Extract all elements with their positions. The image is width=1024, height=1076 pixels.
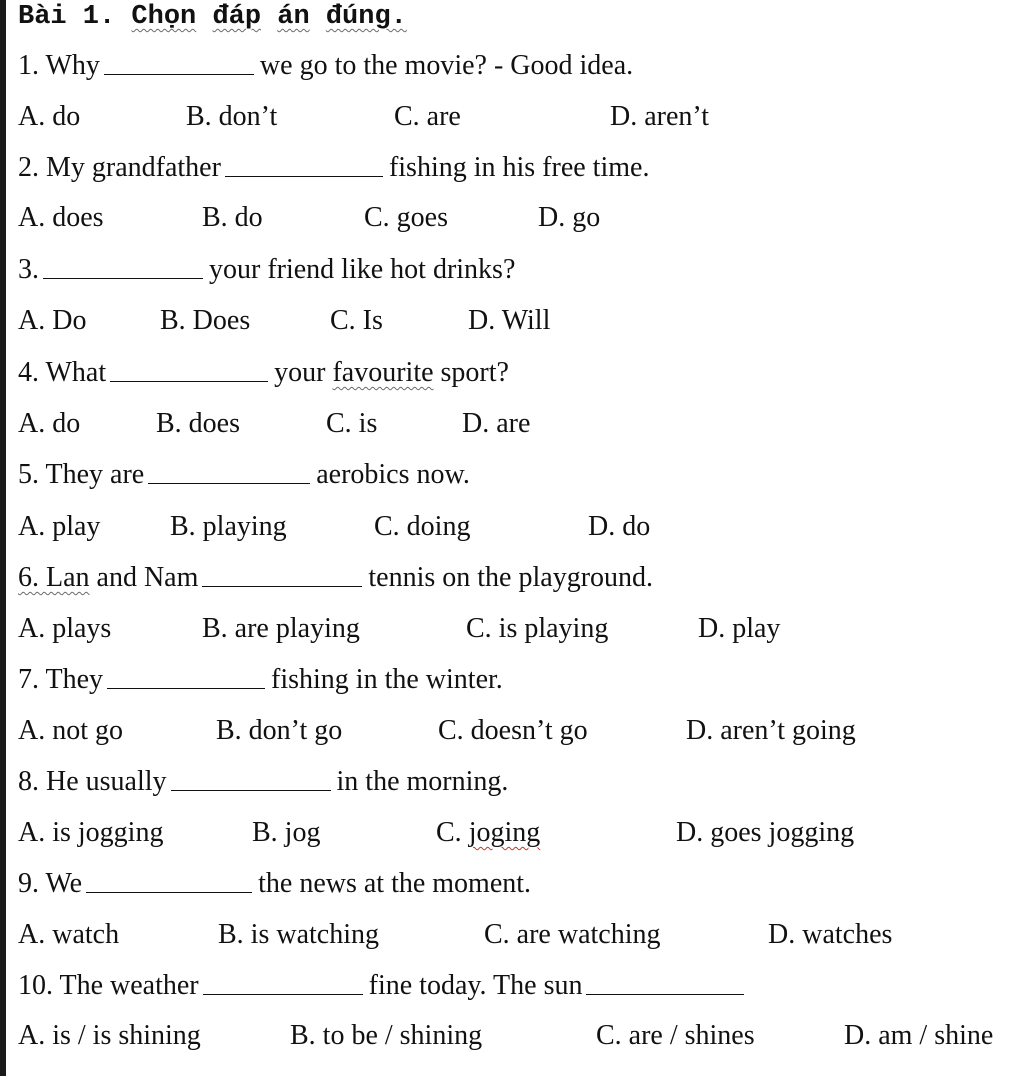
question-1-text-after: we go to the movie? - Good idea. xyxy=(259,50,634,81)
question-9 xyxy=(18,864,531,904)
left-border xyxy=(0,0,6,1076)
option-a[interactable]: A. watch xyxy=(18,919,120,950)
question-4-text-end: sport? xyxy=(440,357,509,388)
exercise-title xyxy=(18,0,407,37)
option-d[interactable]: D. Will xyxy=(468,305,551,336)
option-c[interactable]: C. doing xyxy=(374,511,471,542)
option-b[interactable]: B. don’t xyxy=(186,101,278,132)
option-c[interactable]: C. is xyxy=(326,408,378,439)
option-b[interactable]: B. don’t go xyxy=(216,715,343,746)
option-b[interactable]: B. does xyxy=(156,408,240,439)
option-c[interactable]: C. are / shines xyxy=(596,1020,755,1051)
question-2-text-before: 2. My grandfather xyxy=(18,152,221,183)
option-d[interactable]: D. goes jogging xyxy=(676,817,855,848)
question-1 xyxy=(18,46,633,86)
answer-blank[interactable] xyxy=(107,660,265,689)
option-b[interactable]: B. are playing xyxy=(202,613,360,644)
option-b[interactable]: B. playing xyxy=(170,511,287,542)
option-c[interactable]: C. are watching xyxy=(484,919,661,950)
option-c[interactable]: C. goes xyxy=(364,202,448,233)
question-5-text-after: aerobics now. xyxy=(316,459,470,490)
question-6-text-after: tennis on the playground. xyxy=(368,562,654,593)
title-dung: đúng. xyxy=(325,2,407,32)
answer-blank[interactable] xyxy=(202,558,362,587)
answer-blank[interactable] xyxy=(225,148,383,177)
question-8-text-before: 8. He usually xyxy=(18,766,167,797)
answer-blank[interactable] xyxy=(171,762,331,791)
question-9-text-after: the news at the moment. xyxy=(258,868,532,899)
option-d[interactable]: D. go xyxy=(538,202,601,233)
question-10-text-before: 10. The weather xyxy=(18,970,199,1001)
question-6-lan: 6. Lan xyxy=(18,562,90,593)
option-c-label: C. xyxy=(436,817,469,848)
option-a[interactable]: A. play xyxy=(18,511,101,542)
option-c[interactable]: C. is playing xyxy=(466,613,609,644)
question-4-text-after: your xyxy=(274,357,326,388)
option-b[interactable]: B. to be / shining xyxy=(290,1020,483,1051)
question-8-text-after: in the morning. xyxy=(336,766,509,797)
option-c[interactable] xyxy=(436,813,540,853)
question-5 xyxy=(18,455,470,495)
answer-blank[interactable] xyxy=(43,250,203,279)
option-c[interactable]: C. are xyxy=(394,101,461,132)
question-3-text-after: your friend like hot drinks? xyxy=(209,254,516,285)
option-a[interactable]: A. is / is shining xyxy=(18,1020,201,1051)
option-d[interactable]: D. do xyxy=(588,511,651,542)
answer-blank[interactable] xyxy=(86,864,252,893)
title-bai: Bài 1. xyxy=(18,2,116,32)
option-a[interactable]: A. plays xyxy=(18,613,112,644)
answer-blank-1[interactable] xyxy=(203,966,363,995)
option-d[interactable]: D. am / shine xyxy=(844,1020,994,1051)
question-5-text-before: 5. They are xyxy=(18,459,145,490)
question-4-favourite: favourite xyxy=(332,357,434,388)
option-c[interactable]: C. Is xyxy=(330,305,383,336)
question-3 xyxy=(18,250,515,290)
option-a[interactable]: A. do xyxy=(18,101,81,132)
question-10 xyxy=(18,966,750,1006)
title-an: án xyxy=(277,2,310,32)
option-d[interactable]: D. aren’t xyxy=(610,101,709,132)
title-dap: đáp xyxy=(212,2,262,32)
option-c[interactable]: C. doesn’t go xyxy=(438,715,588,746)
option-a[interactable]: A. does xyxy=(18,202,104,233)
question-4-text-before: 4. What xyxy=(18,357,107,388)
option-d[interactable]: D. watches xyxy=(768,919,893,950)
option-a[interactable]: A. is jogging xyxy=(18,817,164,848)
question-6 xyxy=(18,558,653,598)
option-c-misspelled-word: joging xyxy=(468,817,541,848)
option-a[interactable]: A. Do xyxy=(18,305,87,336)
question-6-text-before: and Nam xyxy=(96,562,199,593)
option-d[interactable]: D. aren’t going xyxy=(686,715,856,746)
question-1-text-before: 1. Why xyxy=(18,50,100,81)
title-chon: Chọn xyxy=(131,2,197,32)
question-9-text-before: 9. We xyxy=(18,868,83,899)
question-7-text-before: 7. They xyxy=(18,664,104,695)
option-b[interactable]: B. Does xyxy=(160,305,251,336)
option-b[interactable]: B. do xyxy=(202,202,263,233)
option-d[interactable]: D. play xyxy=(698,613,781,644)
answer-blank[interactable] xyxy=(110,353,268,382)
question-7-text-after: fishing in the winter. xyxy=(271,664,503,695)
option-a[interactable]: A. do xyxy=(18,408,81,439)
option-d[interactable]: D. are xyxy=(462,408,531,439)
question-8 xyxy=(18,762,508,802)
option-a[interactable]: A. not go xyxy=(18,715,123,746)
question-7 xyxy=(18,660,503,700)
answer-blank[interactable] xyxy=(148,455,310,484)
question-3-text-before: 3. xyxy=(18,254,39,285)
question-2 xyxy=(18,148,649,188)
question-2-text-after: fishing in his free time. xyxy=(388,152,650,183)
option-b[interactable]: B. jog xyxy=(252,817,321,848)
question-4 xyxy=(18,353,509,393)
question-10-text-after: fine today. The sun xyxy=(368,970,583,1001)
answer-blank[interactable] xyxy=(104,46,254,75)
answer-blank-2[interactable] xyxy=(586,966,744,995)
option-b[interactable]: B. is watching xyxy=(218,919,379,950)
